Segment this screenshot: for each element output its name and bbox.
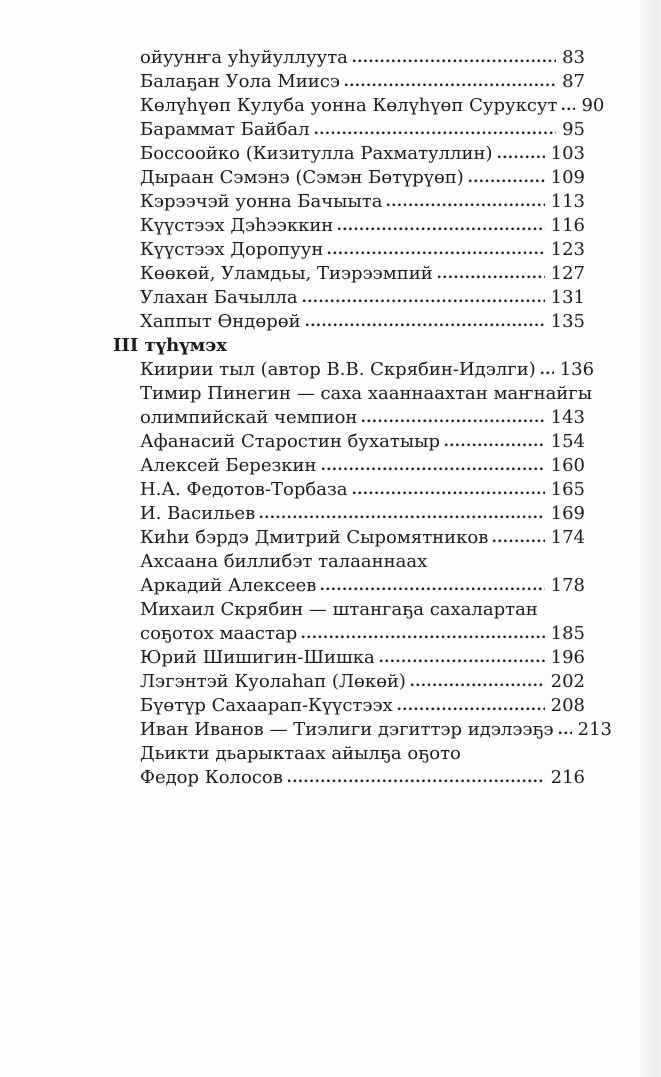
- toc-entry: [113, 502, 585, 526]
- toc-entry: [113, 358, 595, 382]
- dot-leader: [497, 154, 545, 159]
- dot-leader: [468, 178, 545, 183]
- entry-title: Дьикти дьарыктаах айылҕа оҕото: [140, 743, 461, 764]
- dot-leader: [386, 202, 544, 207]
- toc-entry: [113, 454, 585, 478]
- dot-leader: [361, 418, 544, 423]
- entry-title: олимпийскай чемпион: [140, 407, 358, 428]
- entry-title: Балаҕан Уола Миисэ: [140, 71, 340, 92]
- page-number: 208: [550, 695, 585, 716]
- toc-entry: [113, 478, 585, 502]
- dot-leader: [344, 82, 556, 87]
- toc-entry: [113, 190, 585, 214]
- entry-title: Киирии тыл (автор В.В. Скрябин-Идэлги): [140, 359, 536, 380]
- page-number: 196: [550, 647, 585, 668]
- toc-entry: [113, 94, 605, 118]
- entry-title: Көлүһүөп Кулуба уонна Көлүһүөп Суруксут: [140, 95, 558, 116]
- dot-leader: [314, 130, 557, 135]
- table-of-contents: [113, 46, 612, 790]
- dot-leader: [540, 370, 554, 375]
- page-number: 103: [550, 143, 585, 164]
- toc-entry: [113, 550, 585, 574]
- dot-leader: [327, 250, 544, 255]
- page-number: 83: [562, 47, 585, 68]
- toc-entry: [113, 406, 585, 430]
- toc-entry: [113, 118, 585, 142]
- page-number: 127: [550, 263, 585, 284]
- entry-title: Хаппыт Өндөрөй: [140, 311, 301, 332]
- page-number: 160: [550, 455, 585, 476]
- page-number: 113: [550, 191, 585, 212]
- section-heading: III түһүмэх: [113, 335, 228, 356]
- toc-entry: [113, 70, 585, 94]
- dot-leader: [301, 634, 544, 639]
- entry-title: Бүөтүр Сахаарап-Күүстээх: [140, 695, 393, 716]
- page-number: 90: [581, 95, 605, 116]
- toc-entry: [113, 310, 585, 334]
- dot-leader: [444, 442, 545, 447]
- page-number: 165: [550, 479, 585, 500]
- entry-title: Боссоойко (Кизитулла Рахматуллин): [140, 143, 493, 164]
- page-number: 135: [550, 311, 585, 332]
- page-number: 143: [550, 407, 585, 428]
- toc-entry: [113, 166, 585, 190]
- toc-entry: [113, 214, 585, 238]
- page-number: 87: [562, 71, 585, 92]
- dot-leader: [379, 658, 545, 663]
- entry-title: Аркадий Алексеев: [140, 575, 317, 596]
- entry-title: Дыраан Сэмэнэ (Сэмэн Бөтүрүөп): [140, 167, 464, 188]
- page-edge-shadow: [639, 0, 661, 1077]
- entry-title: Кэрээчэй уонна Бачыыта: [140, 191, 383, 212]
- dot-leader: [320, 586, 544, 591]
- toc-entry: [113, 718, 612, 742]
- dot-leader: [302, 298, 545, 303]
- entry-title: Федор Колосов: [140, 767, 283, 788]
- toc-entry: [113, 526, 585, 550]
- toc-entry: [113, 382, 593, 406]
- entry-title: Улахан Бачылла: [140, 287, 298, 308]
- entry-title: Күүстээх Дэһээккин: [140, 215, 334, 236]
- dot-leader: [259, 514, 544, 519]
- dot-leader: [352, 58, 556, 63]
- dot-leader: [561, 106, 575, 111]
- entry-title: Көөкөй, Уламдьы, Тиэрээмпий: [140, 263, 433, 284]
- entry-title: Афанасий Старостин бухатыыр: [140, 431, 440, 452]
- toc-entry: [113, 670, 585, 694]
- dot-leader: [437, 274, 545, 279]
- page-number: 95: [562, 119, 585, 140]
- page-number: 123: [550, 239, 585, 260]
- toc-entry: [113, 766, 585, 790]
- entry-title: соҕотох маастар: [140, 623, 298, 644]
- dot-leader: [337, 226, 544, 231]
- entry-title: Күүстээх Доропуун: [140, 239, 324, 260]
- page-number: 174: [550, 527, 585, 548]
- page-number: 169: [550, 503, 585, 524]
- dot-leader: [397, 706, 545, 711]
- entry-title: Киһи бэрдэ Дмитрий Сыромятников: [140, 527, 489, 548]
- toc-entry: [113, 430, 585, 454]
- dot-leader: [410, 682, 545, 687]
- toc-part-2-entries: [113, 46, 605, 334]
- page-number: 136: [559, 359, 595, 380]
- entry-title: Юрий Шишигин-Шишка: [140, 647, 375, 668]
- toc-entry: [113, 262, 585, 286]
- toc-entry: [113, 598, 585, 622]
- dot-leader: [321, 466, 545, 471]
- entry-title: ойуунҥа уһуйуллуута: [140, 47, 348, 68]
- page-number: 154: [550, 431, 585, 452]
- page-number: 131: [550, 287, 585, 308]
- entry-title: Ахсаана биллибэт талааннаах: [140, 551, 428, 572]
- page-number: 185: [550, 623, 585, 644]
- entry-title: Бараммат Байбал: [140, 119, 310, 140]
- toc-entry: [113, 694, 585, 718]
- toc-entry: [113, 646, 585, 670]
- toc-entry: [113, 238, 585, 262]
- toc-entry: [113, 142, 585, 166]
- entry-title: Лэгэнтэй Куолаһап (Лөкөй): [140, 671, 406, 692]
- dot-leader: [305, 322, 545, 327]
- toc-entry: [113, 742, 585, 766]
- dot-leader: [558, 730, 572, 735]
- page-number: 109: [550, 167, 585, 188]
- entry-title: Тимир Пинегин — саха хааннаахтан маҥнайгы: [140, 383, 593, 404]
- toc-part-3-entries: [113, 358, 612, 790]
- page-number: 202: [550, 671, 585, 692]
- toc-entry: [113, 574, 585, 598]
- page-number: 216: [550, 767, 585, 788]
- entry-title: Алексей Березкин: [140, 455, 317, 476]
- entry-title: И. Васильев: [140, 503, 256, 524]
- toc-entry: [113, 622, 585, 646]
- entry-title: Н.А. Федотов-Торбаза: [140, 479, 348, 500]
- dot-leader: [492, 538, 544, 543]
- page-number: 116: [550, 215, 585, 236]
- page-number: 178: [550, 575, 585, 596]
- toc-entry: [113, 46, 585, 70]
- toc-entry: [113, 286, 585, 310]
- entry-title: Михаил Скрябин — штангаҕа сахалартан: [140, 599, 538, 620]
- page-number: 213: [577, 719, 612, 740]
- dot-leader: [352, 490, 545, 495]
- entry-title: Иван Иванов — Тиэлиги дэгиттэр идэлээҕэ: [140, 719, 554, 740]
- dot-leader: [287, 778, 545, 783]
